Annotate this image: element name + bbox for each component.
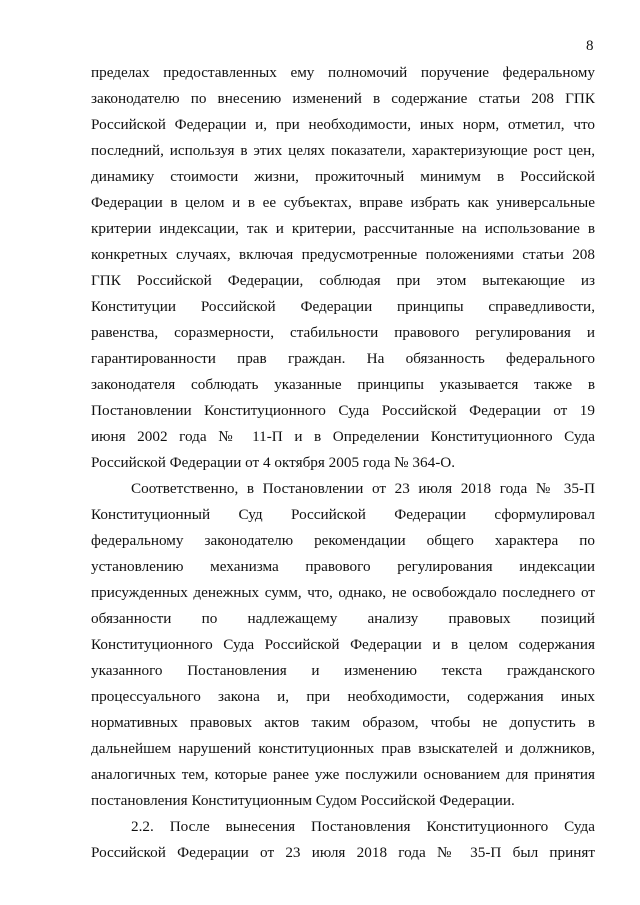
text-line: Соответственно, в Постановлении от 23 июля 2018 года № 35-П bbox=[131, 480, 595, 497]
text-line: указанного Постановления и изменению текста гражданского bbox=[91, 662, 595, 679]
text-line: гарантированности прав граждан. На обязанность федерального bbox=[91, 350, 595, 367]
text-line: Российской Федерации от 4 октября 2005 года № 364-О. bbox=[91, 454, 456, 471]
text-line: присужденных денежных сумм, что, однако, не освобождало последнего от bbox=[91, 584, 595, 601]
paragraph-1 bbox=[91, 60, 595, 476]
text-line: законодателя соблюдать указанные принципы указывается также в bbox=[91, 376, 595, 393]
text-line: Федерации в целом и в ее субъектах, вправе избрать как универсальные bbox=[91, 194, 595, 211]
text-line: критерии индексации, так и критерии, рассчитанные на использование в bbox=[91, 220, 595, 237]
text-line: конкретных случаях, включая предусмотренные положениями статьи 208 bbox=[91, 246, 595, 263]
text-line: Конституционного Суда Российской Федерации и в целом содержания bbox=[91, 636, 595, 653]
text-line: Постановлении Конституционного Суда Российской Федерации от 19 bbox=[91, 402, 595, 419]
text-line: Российской Федерации и, при необходимости, иных норм, отметил, что bbox=[91, 116, 595, 133]
text-line: процессуального закона и, при необходимости, содержания иных bbox=[91, 688, 595, 705]
text-line: ГПК Российской Федерации, соблюдая при этом вытекающие из bbox=[91, 272, 595, 289]
paragraph-2 bbox=[91, 476, 595, 814]
text-line: установлению механизма правового регулирования индексации bbox=[91, 558, 595, 575]
text-line: законодателю по внесению изменений в содержание статьи 208 ГПК bbox=[91, 90, 595, 107]
text-line: постановления Конституционным Судом Российской Федерации. bbox=[91, 792, 515, 809]
text-line: Конституции Российской Федерации принципы справедливости, bbox=[91, 298, 595, 315]
text-line: федеральному законодателю рекомендации общего характера по bbox=[91, 532, 595, 549]
text-line: аналогичных тем, которые ранее уже послужили основанием для принятия bbox=[91, 766, 595, 783]
page-number: 8 bbox=[586, 38, 594, 54]
text-line: июня 2002 года № 11-П и в Определении Конституционного Суда bbox=[91, 428, 595, 445]
text-line: нормативных правовых актов таким образом, чтобы не допустить в bbox=[91, 714, 595, 731]
text-line: пределах предоставленных ему полномочий поручение федеральному bbox=[91, 64, 595, 81]
document-body bbox=[91, 60, 595, 866]
text-line: Российской Федерации от 23 июля 2018 года № 35-П был принят bbox=[91, 844, 595, 861]
text-line: обязанности по надлежащему анализу правовых позиций bbox=[91, 610, 595, 627]
text-line: 2.2. После вынесения Постановления Конституционного Суда bbox=[131, 818, 595, 835]
text-line: дальнейшем нарушений конституционных прав взыскателей и должников, bbox=[91, 740, 595, 757]
text-line: динамику стоимости жизни, прожиточный минимум в Российской bbox=[91, 168, 595, 185]
paragraph-3 bbox=[91, 814, 595, 866]
text-line: равенства, соразмерности, стабильности правового регулирования и bbox=[91, 324, 595, 341]
text-line: Конституционный Суд Российской Федерации сформулировал bbox=[91, 506, 595, 523]
text-line: последний, используя в этих целях показатели, характеризующие рост цен, bbox=[91, 142, 595, 159]
